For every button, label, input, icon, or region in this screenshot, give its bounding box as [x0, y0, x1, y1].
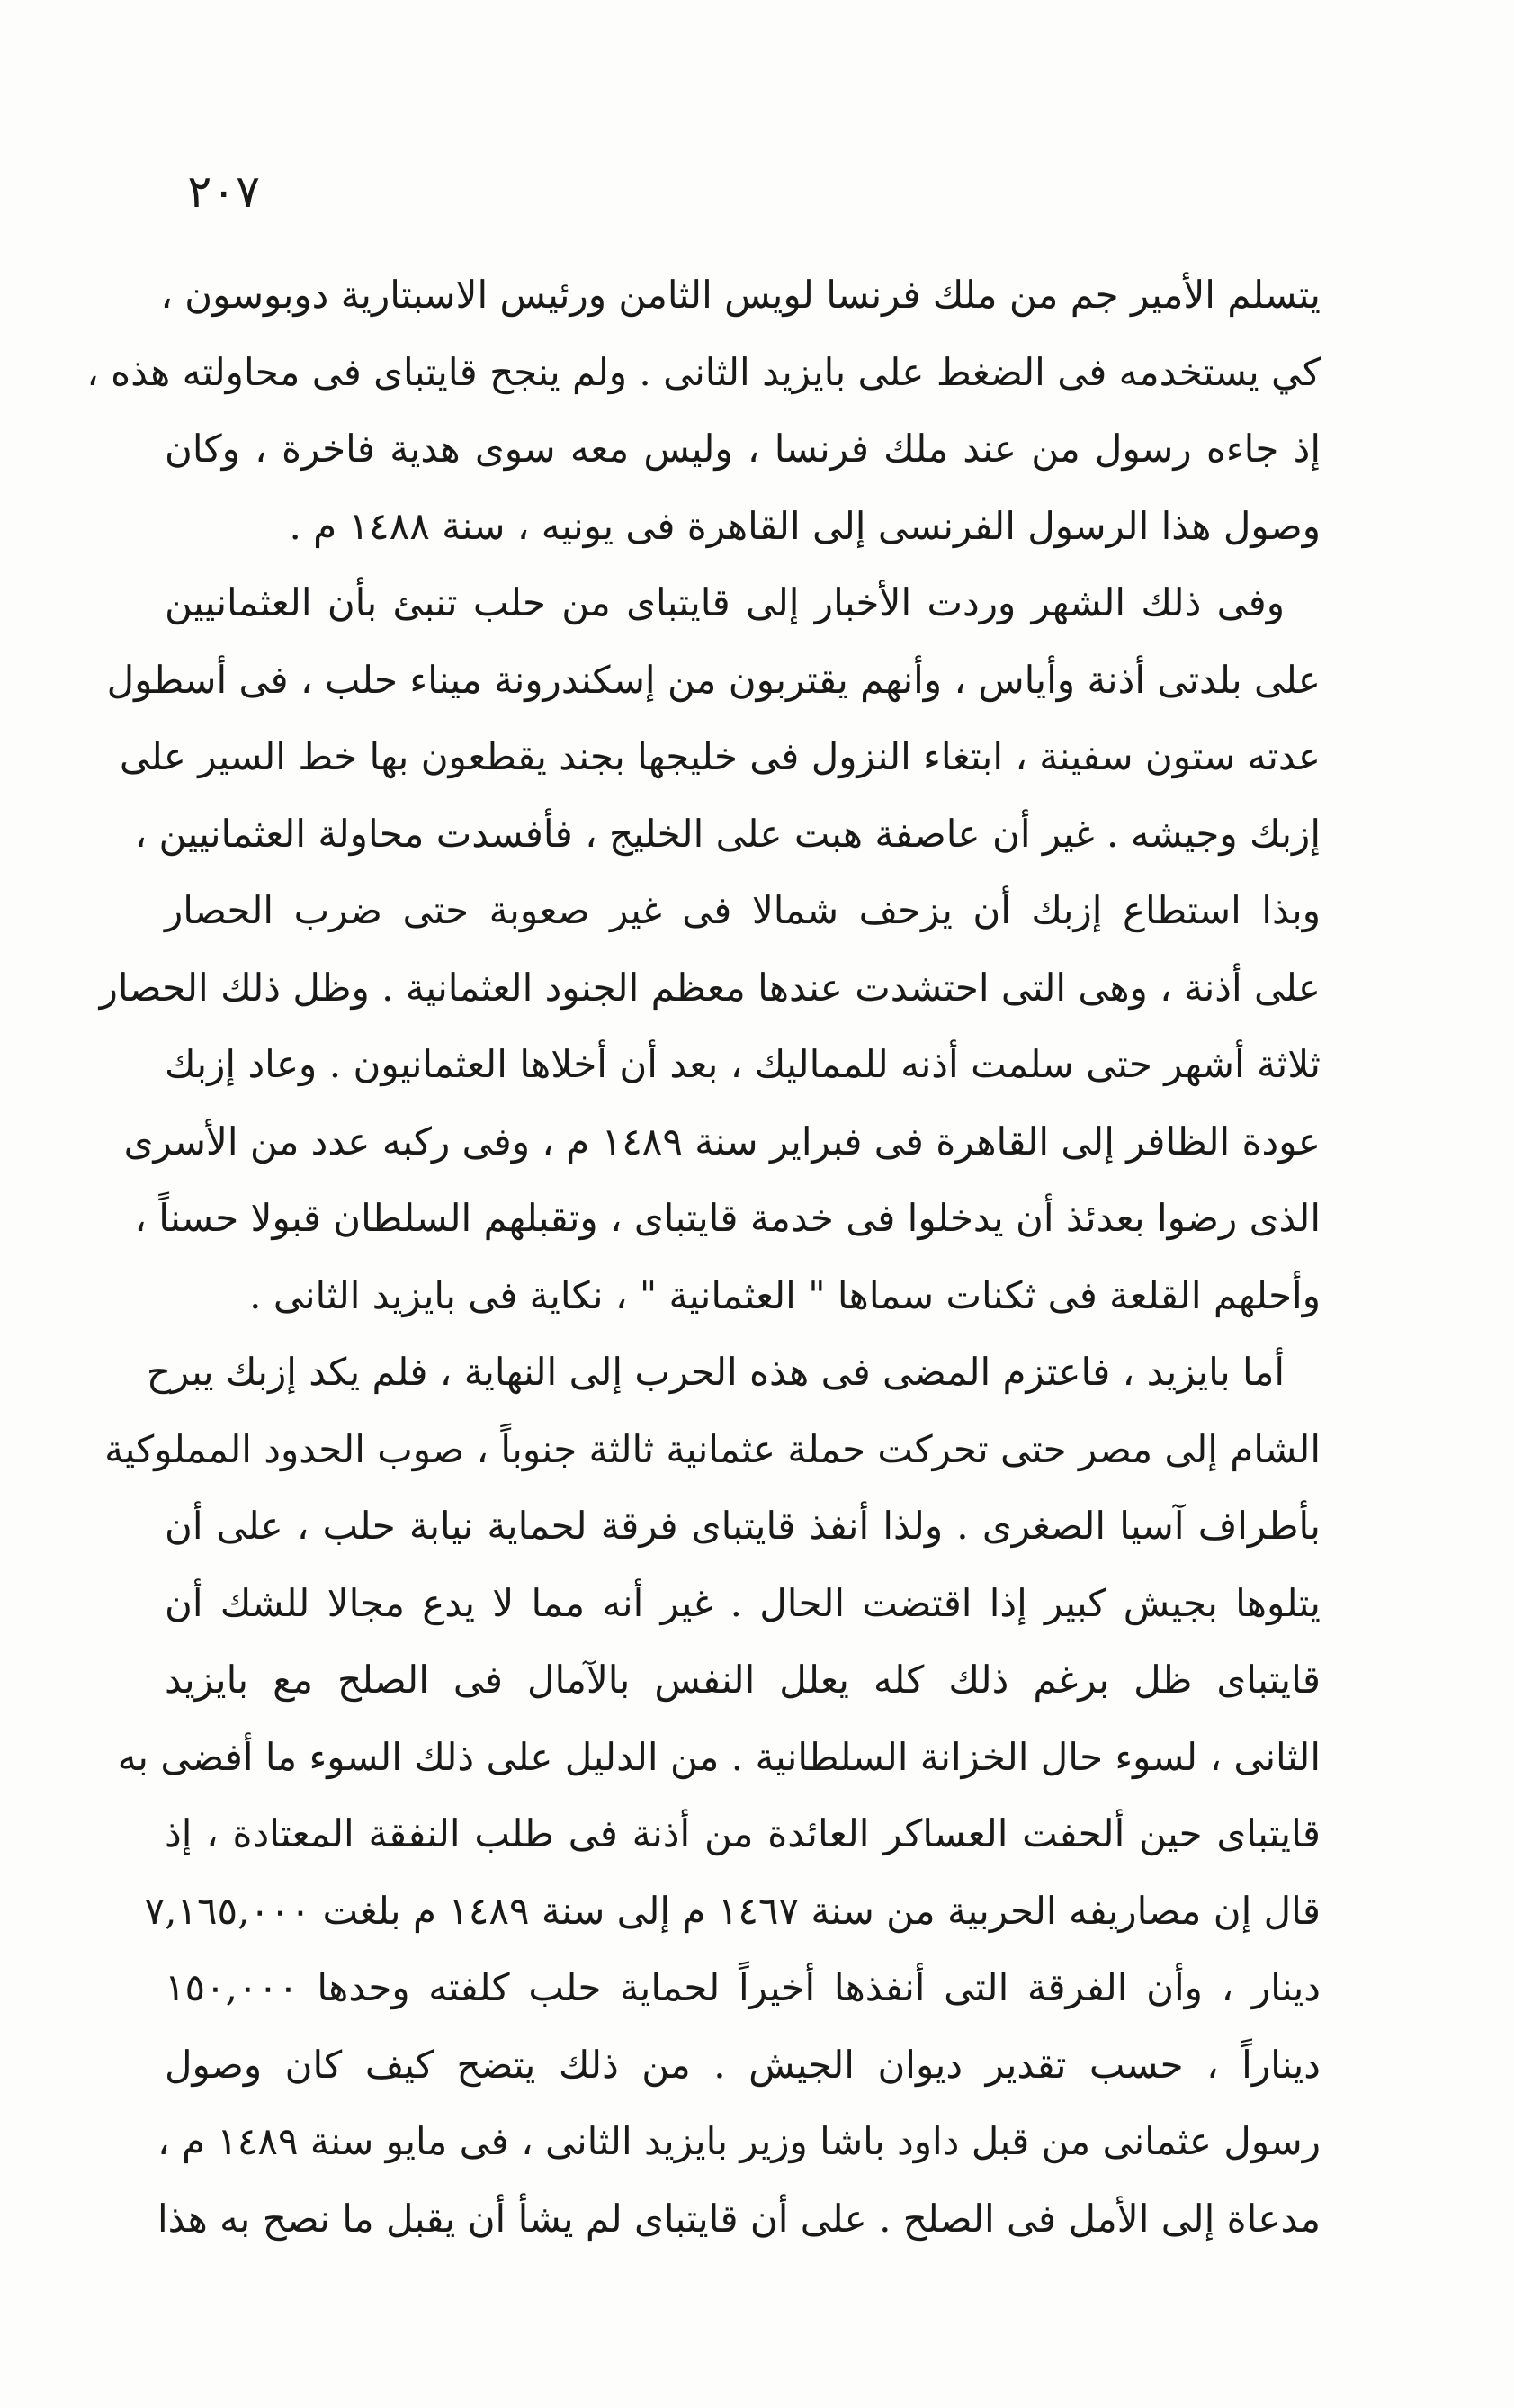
text-line: على بلدتى أذنة وأياس ، وأنهم يقتربون من إسكندرونة ميناء حلب ، فى أسطول — [106, 657, 1321, 702]
paragraph-1 — [86, 256, 1321, 564]
text-line: ثلاثة أشهر حتى سلمت أذنه للمماليك ، بعد أن أخلاها العثمانيون . وعاد إزبك — [165, 1042, 1321, 1086]
text-line: يتسلم الأمير جم من ملك فرنسا لويس الثامن ورئيس الاسبتارية دوبوسون ، — [160, 273, 1321, 317]
text-line: وأحلهم القلعة فى ثكنات سماها " العثمانية " ، نكاية فى بايزيد الثانى . — [249, 1272, 1321, 1317]
text-line: دينار ، وأن الفرقة التى أنفذها أخيراً لحماية حلب كلفته وحدها ١٥٠,٠٠٠ — [165, 1965, 1321, 2009]
text-line: إذ جاءه رسول من عند ملك فرنسا ، وليس معه سوى هدية فاخرة ، وكان — [165, 427, 1321, 471]
text-line: الشام إلى مصر حتى تحركت حملة عثمانية ثالثة جنوباً ، صوب الحدود المملوكية — [104, 1426, 1321, 1471]
text-line: يتلوها بجيش كبير إذا اقتضت الحال . غير أنه مما لا يدع مجالا للشك أن — [165, 1580, 1321, 1625]
text-line: عودة الظافر إلى القاهرة فى فبراير سنة ١٤٨٩ م ، وفى ركبه عدد من الأسرى — [123, 1119, 1321, 1164]
text-line: الذى رضوا بعدئذ أن يدخلوا فى خدمة قايتباى ، وتقبلهم السلطان قبولا حسناً ، — [134, 1196, 1321, 1240]
text-line: قال إن مصاريفه الحربية من سنة ١٤٦٧ م إلى سنة ١٤٨٩ م بلغت ٧,١٦٥,٠٠٠ — [144, 1888, 1321, 1933]
text-line: وفى ذلك الشهر وردت الأخبار إلى قايتباى من حلب تنبئ بأن العثمانيين — [165, 580, 1285, 624]
text-line: ديناراً ، حسب تقدير ديوان الجيش . من ذلك يتضح كيف كان وصول — [165, 2042, 1321, 2087]
text-line: قايتباى حين ألحفت العساكر العائدة من أذنة فى طلب النفقة المعتادة ، إذ — [165, 1811, 1321, 1855]
paragraph-2 — [99, 564, 1321, 1334]
text-line: على أذنة ، وهى التى احتشدت عندها معظم الجنود العثمانية . وظل ذلك الحصار — [99, 965, 1321, 1010]
text-line: وبذا استطاع إزبك أن يزحف شمالا فى غير صعوبة حتى ضرب الحصار — [165, 888, 1321, 932]
body-text — [86, 256, 1321, 2257]
text-line: مدعاة إلى الأمل فى الصلح . على أن قايتباى لم يشأ أن يقبل ما نصح به هذا — [157, 2196, 1321, 2241]
page-number: ٢٠٧ — [187, 166, 260, 218]
text-line: بأطراف آسيا الصغرى . ولذا أنفذ قايتباى فرقة لحماية نيابة حلب ، على أن — [165, 1504, 1321, 1548]
text-line: رسول عثمانى من قبل داود باشا وزير بايزيد الثانى ، فى مايو سنة ١٤٨٩ م ، — [157, 2119, 1321, 2163]
text-line: أما بايزيد ، فاعتزم المضى فى هذه الحرب إلى النهاية ، فلم يكد إزبك يبرح — [146, 1350, 1285, 1394]
text-line: وصول هذا الرسول الفرنسى إلى القاهرة فى يونيه ، سنة ١٤٨٨ م . — [289, 503, 1321, 548]
text-line: قايتباى ظل برغم ذلك كله يعلل النفس بالآمال فى الصلح مع بايزيد — [165, 1658, 1321, 1702]
text-line: عدته ستون سفينة ، ابتغاء النزول فى خليجها بجند يقطعون بها خط السير على — [119, 734, 1321, 778]
text-line: إزبك وجيشه . غير أن عاصفة هبت على الخليج ، فأفسدت محاولة العثمانيين ، — [134, 811, 1321, 856]
paragraph-3 — [104, 1334, 1321, 2257]
text-line: كي يستخدمه فى الضغط على بايزيد الثانى . ولم ينجح قايتباى فى محاولته هذه ، — [86, 349, 1321, 394]
text-line: الثانى ، لسوء حال الخزانة السلطانية . من الدليل على ذلك السوء ما أفضى به — [117, 1734, 1321, 1779]
